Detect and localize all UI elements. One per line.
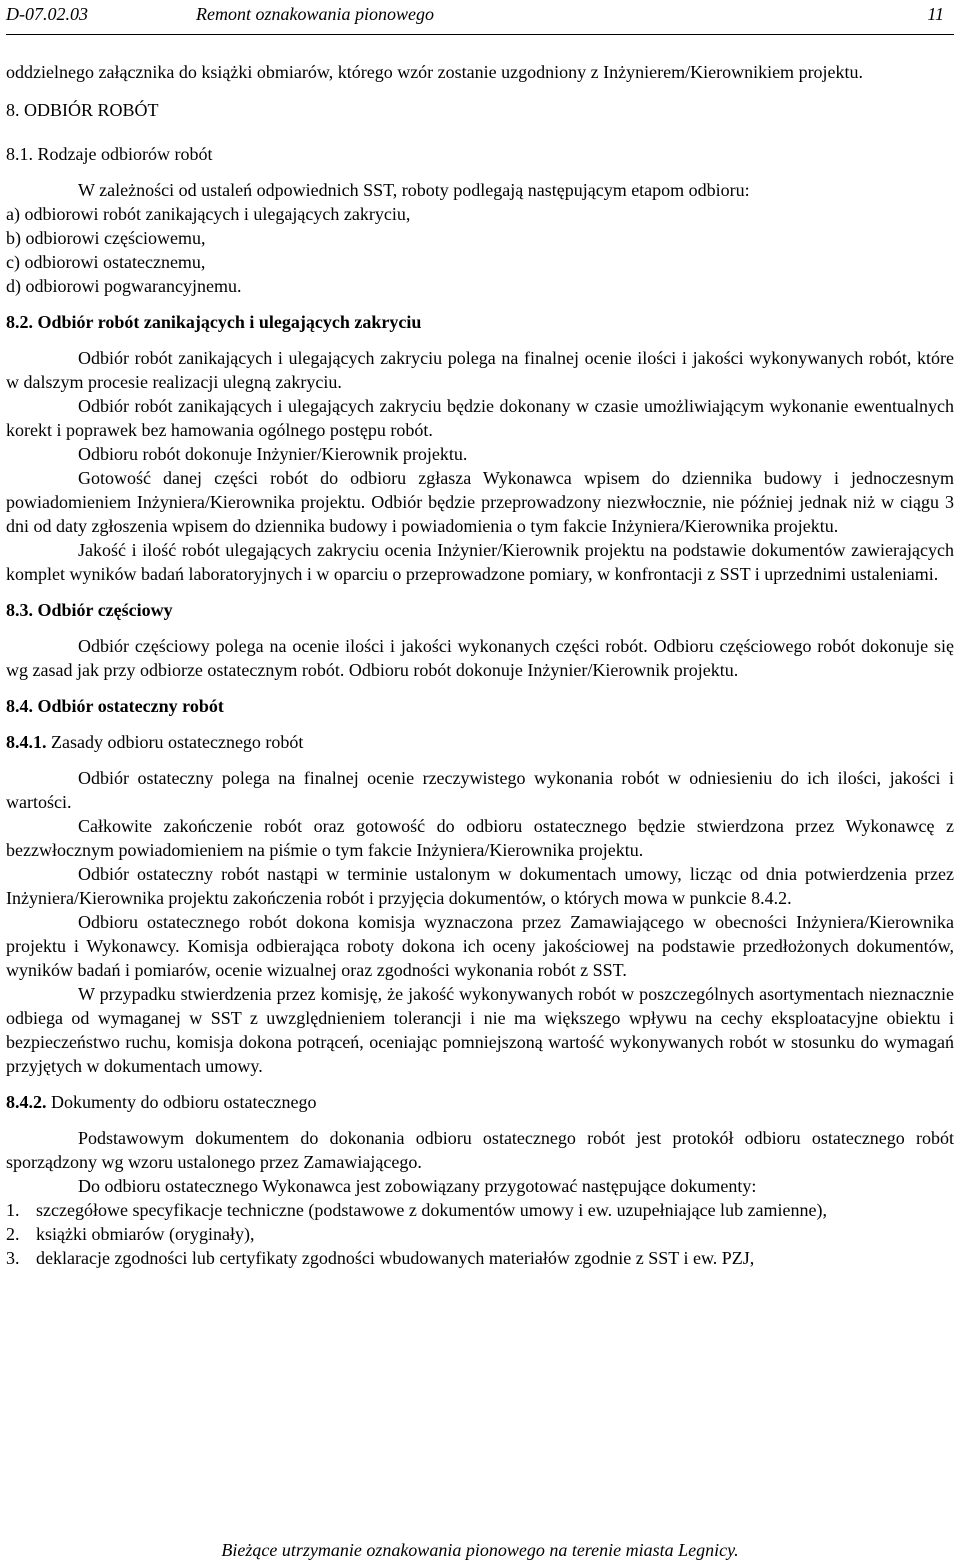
section-8-2-paragraph: Odbiór robót zanikających i ulegających zakryciu będzie dokonany w czasie umożliwiającym wykonanie ewentualnych korekt i poprawek bez hamowania ogólnego postępu robót. [6, 396, 954, 440]
section-8-3-paragraph: Odbiór częściowy polega na ocenie ilości i jakości wykonanych części robót. Odbioru częściowego robót dokonuje się wg zasad jak przy odbiorze ostatecznym robót. Odbioru robót dokonuje Inżynier/Kierownik projektu. [6, 636, 954, 680]
section-8-4-1-paragraph: Odbiór ostateczny robót nastąpi w terminie ustalonym w dokumentach umowy, licząc od dnia potwierdzenia przez Inżyniera/Kierownika projektu zakończenia robót i przyjęcia dokumentów, o których mowa w punkcie 8.4.2. [6, 864, 954, 908]
spec-code: D-07.02.03 [6, 4, 88, 24]
section-8-4-2-paragraph: Do odbioru ostatecznego Wykonawca jest zobowiązany przygotować następujące dokumenty: [78, 1176, 757, 1196]
section-8-4-1-paragraph: Odbioru ostatecznego robót dokona komisja wyznaczona przez Zamawiającego w obecności Inżyniera/Kierownika projektu i Wykonawcy. Komisja odbierająca roboty dokona ich oceny jakościowej na podstawie przedłożonych dokumentów, wyników badań i pomiarów, ocenie wizualnej oraz zgodności wykonania robót z SST. [6, 912, 954, 980]
stage-item-b: b) odbiorowi częściowemu, [6, 228, 206, 248]
section-8-1-lead: W zależności od ustaleń odpowiednich SST, roboty podlegają następującym etapom odbioru: [78, 180, 750, 200]
page-footer: Bieżące utrzymanie oznakowania pionowego na terenie miasta Legnicy. [221, 1540, 739, 1560]
section-8-4-2-paragraph: Podstawowym dokumentem do dokonania odbioru ostatecznego robót jest protokół odbioru ostatecznego robót sporządzony wg wzoru ustalonego przez Zamawiającego. [6, 1128, 954, 1172]
page-header [6, 0, 954, 35]
section-8-4-1-heading [6, 730, 954, 754]
section-8-3-heading: 8.3. Odbiór częściowy [6, 600, 173, 620]
section-8-1-number: 8.1. [6, 144, 33, 164]
list-item-text: książki obmiarów (oryginały), [36, 1224, 255, 1244]
section-8-2-paragraph: Gotowość danej części robót do odbioru zgłasza Wykonawca wpisem do dziennika budowy i jednoczesnym powiadomieniem Inżyniera/Kierownika projektu. Odbiór będzie przeprowadzony niezwłocznie, nie później jednak niż w ciągu 3 dni od daty zgłoszenia wpisem do dziennika budowy i powiadomienia o tym fakcie Inżyniera/Kierownika projektu. [6, 468, 954, 536]
list-item [6, 1198, 954, 1222]
list-item [6, 1246, 954, 1270]
section-8-4-2-heading [6, 1090, 954, 1114]
list-item-text: szczegółowe specyfikacje techniczne (podstawowe z dokumentów umowy i ew. uzupełniające lub zamienne), [36, 1200, 828, 1220]
section-8-heading: 8. ODBIÓR ROBÓT [6, 100, 159, 120]
page-number: 11 [927, 4, 944, 24]
section-8-1-heading [6, 142, 954, 166]
section-8-2-paragraph: Odbioru robót dokonuje Inżynier/Kierownik projektu. [78, 444, 468, 464]
intro-paragraph: oddzielnego załącznika do książki obmiarów, którego wzór zostanie uzgodniony z Inżynierem/Kierownikiem projektu. [6, 62, 864, 82]
stage-item-d: d) odbiorowi pogwarancyjnemu. [6, 276, 242, 296]
list-item [6, 1222, 954, 1246]
section-8-4-2-title: Dokumenty do odbioru ostatecznego [51, 1092, 317, 1112]
documents-list [6, 1198, 954, 1270]
section-8-1-title: Rodzaje odbiorów robót [37, 144, 213, 164]
list-item-number: 3. [6, 1248, 20, 1268]
section-8-4-1-number: 8.4.1. [6, 732, 47, 752]
list-item-number: 2. [6, 1224, 20, 1244]
section-8-2-paragraph: Odbiór robót zanikających i ulegających zakryciu polega na finalnej ocenie ilości i jakości wykonywanych robót, które w dalszym procesie realizacji ulegną zakryciu. [6, 348, 954, 392]
section-8-2-heading: 8.2. Odbiór robót zanikających i ulegających zakryciu [6, 312, 422, 332]
spec-title: Remont oznakowania pionowego [196, 4, 434, 24]
section-8-4-1-paragraph: Odbiór ostateczny polega na finalnej ocenie rzeczywistego wykonania robót w odniesieniu do ich ilości, jakości i wartości. [6, 768, 954, 812]
stage-item-a: a) odbiorowi robót zanikających i ulegających zakryciu, [6, 204, 411, 224]
section-8-4-2-number: 8.4.2. [6, 1092, 47, 1112]
section-8-2-paragraph: Jakość i ilość robót ulegających zakryciu ocenia Inżynier/Kierownik projektu na podstawie dokumentów zawierających komplet wyników badań laboratoryjnych i w oparciu o przeprowadzone pomiary, w konfrontacji z SST i uprzednimi ustaleniami. [6, 540, 954, 584]
section-8-4-1-paragraph: Całkowite zakończenie robót oraz gotowość do odbioru ostatecznego będzie stwierdzona przez Wykonawcę z bezzwłocznym powiadomieniem na piśmie o tym fakcie Inżyniera/Kierownika projektu. [6, 816, 954, 860]
document-body [6, 60, 954, 1270]
section-8-4-1-paragraph: W przypadku stwierdzenia przez komisję, że jakość wykonywanych robót w poszczególnych asortymentach nieznacznie odbiega od wymaganej w SST z uwzględnieniem tolerancji i nie ma większego wpływu na cechy eksploatacyjne obiektu i bezpieczeństwo ruchu, komisja dokona potrąceń, oceniając pomniejszoną wartość wykonywanych robót w stosunku do wymagań przyjętych w dokumentach umowy. [6, 984, 954, 1076]
list-item-number: 1. [6, 1200, 20, 1220]
section-8-4-1-title: Zasady odbioru ostatecznego robót [51, 732, 304, 752]
list-item-text: deklaracje zgodności lub certyfikaty zgodności wbudowanych materiałów zgodnie z SST i ew. PZJ, [36, 1248, 755, 1268]
stage-item-c: c) odbiorowi ostatecznemu, [6, 252, 206, 272]
section-8-4-heading: 8.4. Odbiór ostateczny robót [6, 696, 224, 716]
